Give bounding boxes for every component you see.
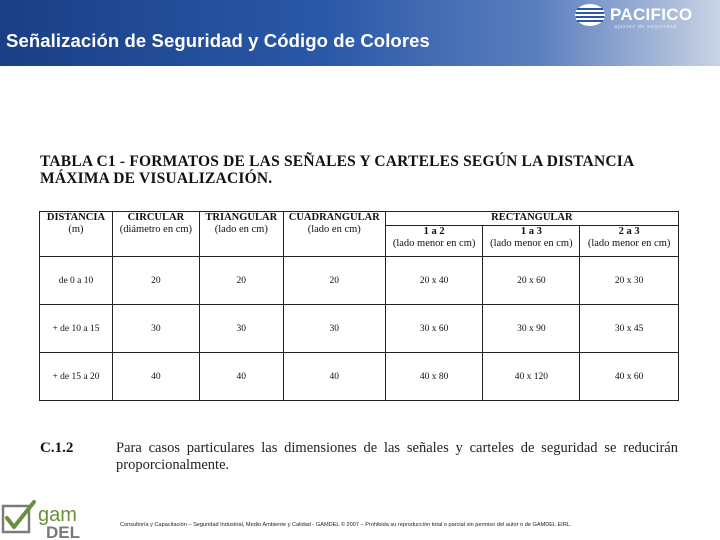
slide-title: Señalización de Seguridad y Código de Colores	[6, 30, 430, 51]
header-rectangular-label: RECTANGULAR	[491, 212, 573, 223]
header-circular	[112, 212, 199, 257]
gamdel-logo	[0, 500, 100, 540]
header-triangular-unit: (lado en cm)	[214, 224, 268, 235]
footer-copyright: Consultoría y Capacitación – Seguridad Industrial, Medio Ambiente y Calidad - GAMDEL © 2007 – Prohibida su reproducción total o parcial sin permiso del autor o de GAMDEL EIRL.	[120, 522, 572, 528]
table-row	[40, 305, 679, 353]
header-distancia-label: DISTANCIA	[46, 212, 106, 223]
header-rect-ratio: 1 a 3	[520, 226, 542, 237]
table-title	[40, 153, 690, 187]
cell-triangular: 30	[199, 305, 283, 353]
cell-rect-1a3: 20 x 60	[483, 257, 580, 305]
logo-brand: PACIFICO	[610, 5, 693, 24]
cell-circular: 20	[112, 257, 199, 305]
cell-distancia: + de 10 a 15	[40, 305, 113, 353]
pacifico-logo	[574, 3, 716, 33]
cell-cuadrangular: 30	[283, 305, 385, 353]
header-rect-unit: (lado menor en cm)	[392, 238, 476, 249]
header-distancia	[40, 212, 113, 257]
cell-rect-1a2: 40 x 80	[385, 353, 483, 401]
cell-circular: 40	[112, 353, 199, 401]
cell-rect-2a3: 30 x 45	[580, 305, 679, 353]
cell-triangular: 40	[199, 353, 283, 401]
cell-rect-1a3: 30 x 90	[483, 305, 580, 353]
header-rect-ratio: 1 a 2	[423, 226, 445, 237]
header-rect-unit: (lado menor en cm)	[587, 238, 671, 249]
cell-rect-2a3: 20 x 30	[580, 257, 679, 305]
table-row	[40, 257, 679, 305]
header-triangular	[199, 212, 283, 257]
header-rectangular	[385, 212, 678, 226]
cell-cuadrangular: 20	[283, 257, 385, 305]
logo-gam-text: gam	[38, 504, 77, 526]
cell-rect-1a2: 30 x 60	[385, 305, 483, 353]
header-distancia-unit: (m)	[68, 224, 84, 235]
cell-cuadrangular: 40	[283, 353, 385, 401]
header-rect-1a3	[483, 226, 580, 257]
cell-distancia: + de 15 a 20	[40, 353, 113, 401]
header-triangular-label: TRIANGULAR	[205, 212, 278, 223]
header-rect-1a2	[385, 226, 483, 257]
header-circular-unit: (diámetro en cm)	[119, 224, 193, 235]
globe-icon	[574, 3, 606, 27]
table-title-line-2: MÁXIMA DE VISUALIZACIÓN.	[40, 170, 273, 187]
header-rect-unit: (lado menor en cm)	[490, 238, 573, 249]
header-cuadrangular-unit: (lado en cm)	[307, 224, 361, 235]
header-banner	[0, 0, 720, 66]
logo-del-text: DEL	[46, 523, 80, 540]
cell-triangular: 20	[199, 257, 283, 305]
table-title-line-1: TABLA C1 - FORMATOS DE LAS SEÑALES Y CARTELES SEGÚN LA DISTANCIA	[40, 153, 635, 170]
formats-table	[39, 211, 679, 401]
cell-rect-1a3: 40 x 120	[483, 353, 580, 401]
cell-distancia: de 0 a 10	[40, 257, 113, 305]
note-number: C.1.2	[40, 440, 74, 456]
header-cuadrangular	[283, 212, 385, 257]
cell-circular: 30	[112, 305, 199, 353]
header-rect-2a3	[580, 226, 679, 257]
cell-rect-1a2: 20 x 40	[385, 257, 483, 305]
logo-tagline: ajustes de seguridad	[614, 24, 677, 30]
note-text: Para casos particulares las dimensiones de las señales y carteles de seguridad se reducirán proporcionalmente.	[116, 440, 678, 473]
table-row	[40, 353, 679, 401]
header-circular-label: CIRCULAR	[127, 212, 185, 223]
header-cuadrangular-label: CUADRANGULAR	[288, 212, 380, 223]
cell-rect-2a3: 40 x 60	[580, 353, 679, 401]
header-rect-ratio: 2 a 3	[618, 226, 640, 237]
